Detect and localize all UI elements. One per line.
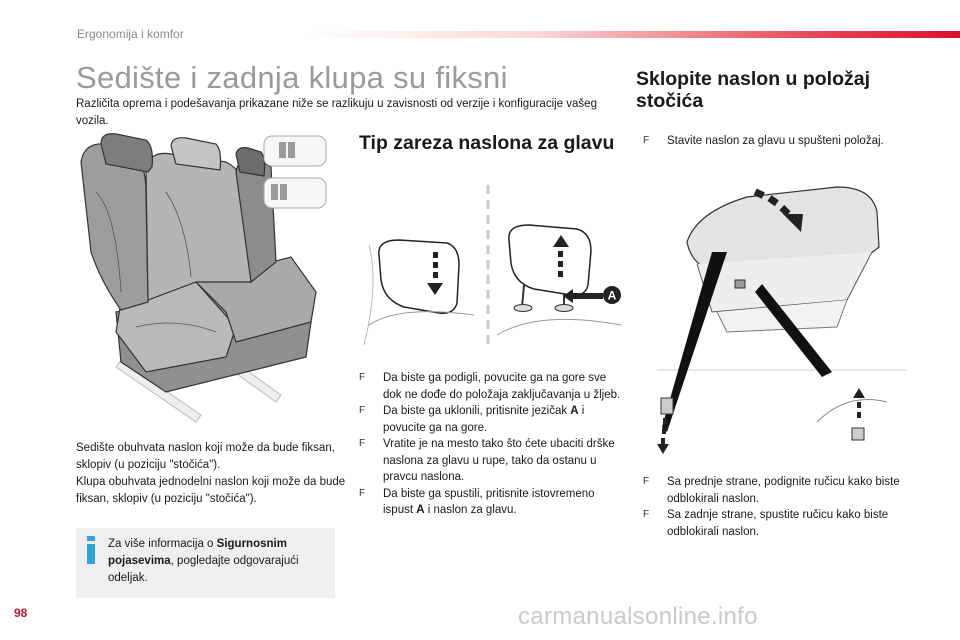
bullet-mark: F [359, 438, 366, 449]
page-number: 98 [14, 606, 28, 620]
headrest-step [359, 436, 624, 486]
bullet-mark: F [359, 487, 366, 499]
seatbelts-link[interactable]: Sigurnosnim pojasevima [108, 538, 287, 567]
fold-step [643, 507, 913, 540]
fold-step-headrest-text: Stavite naslon za glavu u spušteni položaj. [667, 135, 884, 147]
bullet-mark: F [643, 476, 650, 487]
headrest-step [359, 486, 624, 519]
headrest-step-text: Da biste ga spustili, pritisnite istovremeno ispust [383, 487, 595, 516]
headrest-step-text: Da biste ga uklonili, pritisnite jezičak [383, 405, 571, 417]
seat-description [76, 440, 346, 508]
info-prefix: Za više informacija o [108, 538, 217, 550]
bullet-mark: F [359, 372, 366, 383]
headrest-illustration [359, 185, 624, 345]
fold-illustration [657, 172, 907, 457]
bullet-mark: F [643, 509, 650, 520]
fold-section-title: Sklopite naslon u položaj stočića [636, 68, 871, 112]
tab-a-ref: A [416, 504, 425, 516]
headrest-step-text: Vratite je na mesto tako što ćete ubaciti drške naslona za glavu u rupe, tako da ostanu u pravcu naslona. [383, 438, 615, 483]
section-label: Ergonomija i komfor [77, 27, 184, 41]
intro-text: Različita oprema i podešavanja prikazane niže se razlikuju u zavisnosti od verzije i konfiguracije vašeg vozila. [76, 98, 597, 127]
seat-description-line: Sedište obuhvata naslon koji može da bude fiksan, sklopiv (u poziciju "stočića"). [76, 442, 335, 471]
info-icon [87, 536, 95, 564]
bullet-mark: F [643, 135, 650, 146]
headrest-step-text: i naslon za glavu. [424, 504, 517, 516]
headrest-step-text: Da biste ga podigli, povucite ga na gore sve dok ne dođe do položaja zaključavanja u žljeb. [383, 372, 621, 401]
headrest-step [359, 403, 624, 436]
headrest-step [359, 370, 624, 403]
fold-step-text: Sa prednje strane, podignite ručicu kako biste odblokirali naslon. [667, 476, 900, 505]
headrest-section-title: Tip zareza naslona za glavu [359, 132, 615, 154]
watermark: carmanualsonline.info [518, 603, 758, 630]
header-accent-bar [300, 31, 960, 38]
info-box [76, 528, 335, 598]
tab-a-ref: A [570, 405, 579, 417]
bench-description-line: Klupa obuhvata jednodelni naslon koji može da bude fiksan, sklopiv (u poziciju "stočića"). [76, 476, 346, 505]
fold-steps [643, 474, 913, 540]
fold-step-headrest [643, 133, 947, 150]
seat-illustration [76, 132, 336, 432]
info-text [108, 536, 330, 587]
info-suffix: , pogledajte odgovarajući odeljak. [108, 555, 299, 584]
fold-step [643, 474, 913, 507]
tab-a-label: A [607, 288, 617, 303]
headrest-steps [359, 370, 624, 519]
page-title: Sedište i zadnja klupa su fiksni [76, 60, 508, 95]
headrest-step-text: i povucite ga na gore. [383, 405, 585, 434]
bullet-mark: F [359, 405, 366, 416]
fold-step-text: Sa zadnje strane, spustite ručicu kako biste odblokirali naslon. [667, 509, 889, 538]
